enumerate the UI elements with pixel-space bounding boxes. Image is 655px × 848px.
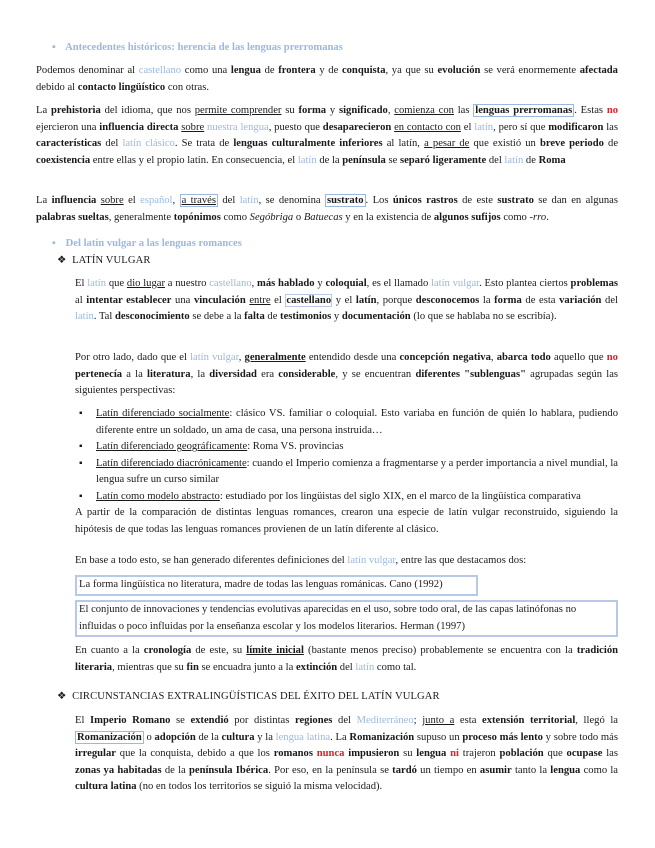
text-run: del idioma, que nos: [100, 105, 195, 116]
text-run: latín: [87, 278, 107, 289]
text-run: , y se encuentran: [335, 368, 416, 380]
text-run: latín vulgar: [431, 278, 480, 289]
text-run: cultura: [221, 731, 255, 743]
subheading-circunstancias: [57, 689, 440, 705]
text-run: : cuando el Imperio comienza a fragmentarse y a perder importancia a nivel mundial, la lengua sufre un curso similar: [96, 457, 618, 486]
text-run: o: [143, 731, 155, 743]
text-run: el: [460, 121, 475, 133]
text-run: una: [171, 294, 194, 306]
text-run: lengua: [416, 748, 447, 760]
text-run: que: [543, 748, 567, 760]
text-run: trajeron: [458, 748, 500, 760]
paragraph-castellano-frontera: [36, 63, 618, 96]
text-run: su: [281, 105, 299, 116]
text-run: extensión territorial: [482, 715, 576, 726]
text-run: ,: [251, 278, 258, 289]
text-run: del: [337, 661, 356, 673]
text-run: zonas ya habitadas: [75, 764, 162, 776]
text-run: español: [140, 195, 173, 206]
text-run: era: [256, 368, 279, 380]
list-item: [80, 456, 618, 489]
text-run: Latín diferenciado socialmente: [96, 408, 230, 419]
text-run: a través: [181, 195, 216, 206]
text-run: Mediterráneo: [356, 715, 414, 726]
text-run: influencia: [51, 195, 97, 206]
text-run: desconocemos: [415, 294, 480, 306]
text-run: con otras.: [165, 81, 210, 93]
text-run: latín: [75, 311, 94, 323]
text-run: entendido desde una: [305, 352, 400, 363]
text-run: : clásico VS. familiar o coloquial. Esto variaba en función de quién lo hablara, pudiendo diferente entre un soldado, un ama de casa, una persona instruida…: [96, 408, 618, 436]
text-run: del: [601, 294, 618, 306]
text-run: desconocimiento: [114, 311, 190, 323]
text-run: como: [500, 211, 530, 223]
text-run: testimonios: [280, 311, 332, 323]
text-run: sustrato: [327, 195, 364, 206]
text-run: sustrato: [497, 195, 534, 206]
text-run: : estudiado por los lingüistas del siglo XIX, en el marco de la lingüística comparativa: [219, 490, 581, 502]
text-run: latín: [504, 154, 524, 166]
text-run: . Esto plantea ciertos: [479, 278, 571, 289]
paragraph-sustrato: [36, 193, 618, 226]
text-run: Romanización: [349, 731, 415, 743]
text-run: latín vulgar: [190, 352, 239, 363]
text-run: castellano: [286, 294, 332, 306]
text-run: , llegó la: [575, 715, 618, 726]
text-run: . Por eso, en la península se: [268, 764, 393, 776]
text-run: , generalmente: [108, 211, 174, 223]
text-run: Imperio Romano: [90, 715, 171, 726]
text-run: El: [75, 715, 91, 726]
diamond-bullet-icon: ❖: [57, 691, 67, 702]
text-run: más hablado: [257, 278, 315, 289]
text-run: (no en todos los territorios se siguió la misma velocidad).: [136, 781, 383, 793]
text-run: cronología: [143, 645, 192, 656]
text-run: forma: [298, 105, 327, 116]
text-run: fin: [186, 661, 199, 673]
text-run: variación: [559, 294, 602, 306]
text-run: asumir: [479, 764, 512, 776]
text-run: Segóbriga: [249, 211, 294, 223]
text-run: extinción: [295, 661, 338, 673]
text-run: impusieron: [348, 748, 400, 760]
text-run: y en la existencia de: [342, 211, 434, 223]
text-run: se verá enormemente: [480, 65, 580, 76]
text-run: comienza con: [394, 105, 454, 116]
text-run: y: [331, 311, 342, 323]
text-run: Podemos denominar al: [36, 65, 139, 76]
text-run: nuestra lengua: [207, 121, 269, 133]
text-run: , se denomina: [258, 195, 326, 206]
text-run: , es el llamado: [366, 278, 432, 289]
text-run: conquista: [341, 65, 386, 76]
text-run: regiones: [294, 715, 333, 726]
text-run: que: [106, 278, 127, 289]
text-run: del: [332, 715, 357, 726]
text-run: modificaron: [548, 121, 604, 133]
text-run: (lo que se hablaba no se escribía).: [410, 311, 557, 323]
text-run: de la: [161, 764, 189, 776]
text-run: de: [260, 65, 279, 76]
text-run: al latín,: [382, 138, 425, 150]
text-run: como una: [181, 65, 231, 76]
text-run: , pero sí que: [493, 121, 549, 133]
text-run: El: [75, 278, 88, 289]
text-run: el: [123, 195, 141, 206]
text-run: considerable: [278, 368, 336, 380]
text-run: latín: [239, 195, 259, 206]
text-run: latín: [355, 661, 375, 673]
text-run: se dan en algunas: [533, 195, 618, 206]
text-run: (bastante menos preciso) probablemente se encuentra con la: [303, 645, 577, 656]
text-run: debido al: [36, 81, 78, 93]
text-run: lengua: [230, 65, 261, 76]
paragraph-imperio-romano: [75, 713, 618, 796]
text-run: , puesto que: [268, 121, 323, 133]
text-run: como tal.: [374, 661, 417, 673]
text-run: ;: [413, 715, 423, 726]
text-run: La: [36, 195, 52, 206]
text-run: ,: [490, 352, 497, 363]
text-run: palabras sueltas: [36, 211, 109, 223]
text-run: a la: [122, 368, 148, 380]
text-run: las: [453, 105, 474, 116]
text-run: sobre: [100, 195, 124, 206]
text-run: afectada: [579, 65, 618, 76]
text-run: y el: [332, 294, 356, 306]
text-run: documentación: [341, 311, 411, 323]
text-run: aquello que: [550, 352, 607, 363]
text-run: tanto la: [511, 764, 551, 776]
text-run: latín: [355, 294, 377, 306]
text-run: . La: [330, 731, 350, 743]
text-run: : Roma VS. provincias: [247, 441, 344, 453]
text-run: se: [170, 715, 191, 726]
text-run: desaparecieron: [322, 121, 392, 133]
text-run: separó ligeramente: [399, 154, 487, 166]
text-run: , porque: [376, 294, 416, 306]
text-run: entre: [249, 294, 271, 306]
text-run: latín clásico: [122, 138, 175, 150]
text-run: pertenecía: [75, 368, 123, 380]
text-run: ocupase: [566, 748, 603, 760]
text-run: , ya que su: [385, 65, 438, 76]
text-run: diferentes "sublenguas": [415, 368, 526, 380]
text-run: contacto lingüístico: [77, 81, 166, 93]
text-run: y de: [315, 65, 342, 76]
text-run: a pesar de: [424, 138, 470, 150]
text-run: dio lugar: [126, 278, 165, 289]
square-bullet-icon: ▪: [52, 238, 56, 249]
square-bullet-icon: ▪: [52, 42, 56, 53]
text-run: como la: [580, 764, 619, 776]
text-run: prehistoria: [50, 105, 101, 116]
text-run: en contacto con: [394, 121, 461, 133]
text-run: CIRCUNSTANCIAS EXTRALINGÜÍSTICAS DEL ÉXITO DEL LATÍN VULGAR: [72, 691, 440, 702]
perspectives-list: [80, 406, 618, 506]
paragraph-sublenguas: [75, 350, 618, 400]
text-run: Latín diferenciado diacrónicamente: [96, 457, 247, 469]
text-run: coloquial: [325, 278, 367, 289]
text-run: esta: [454, 715, 483, 726]
list-item: [80, 439, 618, 456]
text-run: y la: [254, 731, 276, 743]
text-run: La: [36, 105, 51, 116]
text-run: que existió un: [469, 138, 540, 150]
text-run: problemas: [570, 278, 619, 289]
text-run: .: [546, 211, 549, 223]
text-run: entre ellas y el propio latín. En consecuencia, el: [90, 154, 298, 166]
text-run: su: [399, 748, 417, 760]
text-run: lengua: [550, 764, 581, 776]
text-run: LATÍN VULGAR: [72, 255, 151, 266]
text-run: Latín diferenciado geográficamente: [96, 441, 248, 453]
text-run: generalmente: [244, 352, 306, 363]
text-run: , la: [190, 368, 210, 380]
text-run: se encuadra junto a la: [198, 661, 296, 673]
text-run: Por otro lado, dado que el: [75, 352, 191, 363]
text-run: se: [385, 154, 400, 166]
list-item: [80, 406, 618, 439]
text-run: las: [602, 748, 619, 760]
text-run: nunca: [316, 748, 345, 760]
text-run: significado: [338, 105, 388, 116]
text-run: de este, su: [191, 645, 247, 656]
paragraph-latin-vulgar-problemas: [75, 276, 618, 326]
text-run: ,: [238, 352, 245, 363]
definition-quote-cano: La forma lingüística no literatura, madre de todas las lenguas románicas. Cano (1992): [75, 575, 478, 596]
text-run: y: [326, 105, 339, 116]
text-run: extendió: [190, 715, 229, 726]
text-run: . Los: [365, 195, 393, 206]
text-run: intentar establecer: [86, 294, 172, 306]
text-run: al: [75, 294, 87, 306]
text-run: En cuanto a la: [75, 645, 144, 656]
list-item: [80, 489, 618, 506]
text-run: no: [606, 105, 619, 116]
text-run: se debe a la: [189, 311, 245, 323]
text-run: literatura: [147, 368, 191, 380]
paragraph-prehistoria: [36, 103, 618, 169]
text-run: y sobre todo más: [542, 731, 618, 743]
text-run: Latín como modelo abstracto: [96, 490, 220, 502]
text-run: . Estas: [574, 105, 607, 116]
section-heading-antecedentes: [52, 40, 343, 56]
text-run: características: [36, 138, 102, 150]
text-run: el: [270, 294, 286, 306]
text-run: ejercieron una: [36, 121, 100, 133]
diamond-bullet-icon: ❖: [57, 255, 67, 266]
text-run: . Se trata de: [174, 138, 234, 150]
section-heading-latin-vulgar: [52, 236, 242, 252]
text-run: , entre las que destacamos dos:: [395, 555, 527, 566]
section-heading-text: Del latín vulgar a las lenguas romances: [65, 238, 242, 249]
text-run: agrupadas según las siguientes perspectivas:: [75, 368, 619, 397]
text-run: lenguas prerromanas: [475, 105, 573, 116]
text-run: junto a: [422, 715, 455, 726]
text-run: falta: [244, 311, 265, 323]
text-run: supuso un: [414, 731, 463, 743]
subheading-latin-vulgar: [57, 253, 151, 269]
text-run: de la: [316, 154, 343, 166]
text-run: frontera: [278, 65, 316, 76]
text-run: de: [523, 154, 539, 166]
text-run: por distintas: [228, 715, 295, 726]
text-run: y: [314, 278, 326, 289]
text-run: permite comprender: [194, 105, 282, 116]
text-run: Romanización: [77, 731, 142, 743]
text-run: . Tal: [93, 311, 115, 323]
text-run: adopción: [154, 731, 196, 743]
text-run: diversidad: [209, 368, 257, 380]
text-run: como: [220, 211, 250, 223]
text-run: lengua latina: [275, 731, 331, 743]
paragraph-latin-reconstruido: A partir de la comparación de distintas lenguas romances, crearon una especie de latín vulgar reconstruido, siguiendo la hipótesis de que todas las lenguas romances provienen de un latín diferente al clásico.: [75, 507, 618, 535]
text-run: En base a todo esto, se han generado diferentes definiciones del: [75, 555, 348, 566]
text-run: ,: [387, 105, 395, 116]
text-run: ,: [172, 195, 180, 206]
text-run: , mientras que su: [112, 661, 187, 673]
text-run: forma: [494, 294, 522, 306]
text-run: latín vulgar: [347, 555, 396, 566]
text-run: proceso más lento: [462, 731, 543, 743]
text-run: de: [603, 138, 619, 150]
text-run: de esta: [521, 294, 560, 306]
section-heading-text: Antecedentes históricos: herencia de las lenguas prerromanas: [65, 42, 343, 53]
text-run: coexistencia: [36, 154, 91, 166]
text-run: romanos: [273, 748, 313, 760]
text-run: Batuecas: [303, 211, 343, 223]
text-run: península Ibérica: [188, 764, 269, 776]
paragraph-definiciones: [75, 553, 618, 570]
text-run: lenguas culturalmente inferiores: [233, 138, 383, 150]
text-run: un tiempo en: [416, 764, 480, 776]
text-run: la: [479, 294, 495, 306]
definition-quote-herman: El conjunto de innovaciones y tendencias evolutivas aparecidas en el uso, sobre todo oral, de las capas latinófonas no influidas o poco influidas por la enseñanza escolar y los modelos literarios. Herman (1997): [75, 600, 618, 637]
text-run: castellano: [138, 65, 182, 76]
text-run: únicos rastros: [392, 195, 458, 206]
text-run: límite inicial: [246, 645, 304, 656]
text-run: influencia directa: [99, 121, 179, 133]
text-run: del: [101, 138, 123, 150]
text-run: vinculación: [193, 294, 246, 306]
text-run: cultura latina: [75, 781, 137, 793]
text-run: concepción negativa: [399, 352, 491, 363]
text-run: del: [486, 154, 505, 166]
text-run: ni: [450, 748, 459, 760]
text-run: Roma: [538, 154, 566, 166]
text-run: no: [606, 352, 618, 363]
text-run: de este: [457, 195, 498, 206]
text-run: de: [264, 311, 281, 323]
text-run: breve periodo: [539, 138, 604, 150]
text-run: que la conquista, debido a que los: [116, 748, 274, 760]
text-run: algunos sufijos: [433, 211, 501, 223]
text-run: tardó: [392, 764, 417, 776]
text-run: latín: [297, 154, 317, 166]
text-run: -rro: [529, 211, 547, 223]
text-run: topónimos: [173, 211, 221, 223]
text-run: o: [293, 211, 304, 223]
text-run: población: [499, 748, 544, 760]
text-run: a nuestro: [165, 278, 210, 289]
text-run: las: [603, 121, 618, 133]
text-run: abarca todo: [496, 352, 551, 363]
text-run: latín: [474, 121, 494, 133]
text-run: sobre: [181, 121, 205, 133]
text-run: irregular: [75, 748, 116, 760]
text-run: del: [217, 195, 240, 206]
text-run: tradición literaria: [75, 645, 619, 673]
text-run: castellano: [209, 278, 252, 289]
paragraph-cronologia: [75, 643, 618, 676]
text-run: península: [342, 154, 386, 166]
text-run: evolución: [437, 65, 481, 76]
text-run: de la: [195, 731, 222, 743]
